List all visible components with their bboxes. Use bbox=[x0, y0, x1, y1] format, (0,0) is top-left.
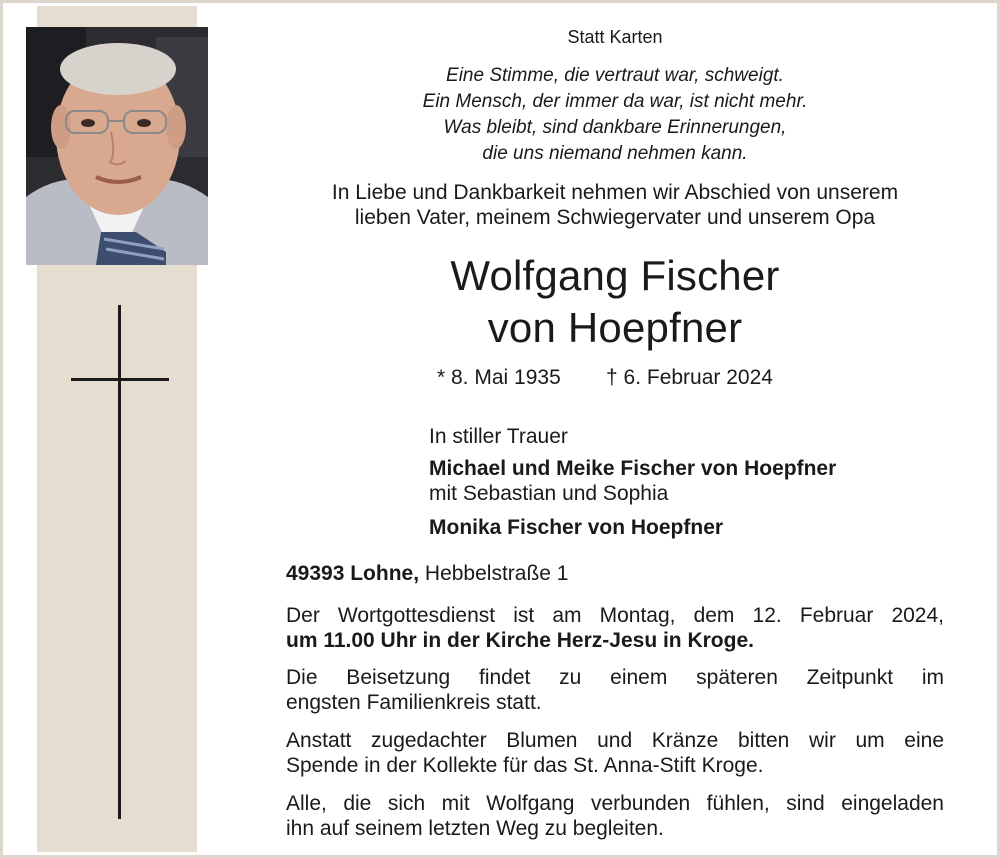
mourners-intro: In stiller Trauer bbox=[429, 425, 568, 448]
burial-line: engsten Familienkreis statt. bbox=[286, 691, 542, 714]
poem-line: Eine Stimme, die vertraut war, schweigt. bbox=[446, 65, 784, 86]
poem-line: Was bleibt, sind dankbare Erinnerungen, bbox=[443, 117, 787, 138]
poem-line: Ein Mensch, der immer da war, ist nicht mehr. bbox=[422, 91, 808, 112]
address bbox=[286, 561, 568, 586]
address-street: Hebbelstraße 1 bbox=[424, 562, 569, 585]
statt-karten: Statt Karten bbox=[567, 27, 663, 47]
birth-date: * 8. Mai 1935 bbox=[437, 366, 561, 389]
donation-line: Spende in der Kollekte für das St. Anna-Stift Kroge. bbox=[286, 754, 764, 777]
service-line: Der Wortgottesdienst ist am Montag, dem 12. Februar 2024, bbox=[286, 604, 944, 627]
intro-line: In Liebe und Dankbarkeit nehmen wir Abschied von unserem bbox=[331, 181, 899, 204]
intro-line: lieben Vater, meinem Schwiegervater und unserem Opa bbox=[354, 206, 876, 229]
cross-vertical bbox=[118, 305, 121, 819]
closing-line: Alle, die sich mit Wolfgang verbunden fühlen, sind eingeladen bbox=[286, 792, 944, 815]
cross-horizontal bbox=[71, 378, 169, 381]
death-date: † 6. Februar 2024 bbox=[606, 366, 773, 389]
address-city: 49393 Lohne, bbox=[286, 562, 420, 585]
mourner-family-sub: mit Sebastian und Sophia bbox=[429, 482, 669, 505]
deceased-name: Wolfgang Fischer bbox=[450, 252, 780, 299]
closing-line: ihn auf seinem letzten Weg zu begleiten. bbox=[286, 817, 664, 840]
poem-line: die uns niemand nehmen kann. bbox=[482, 143, 748, 164]
mourner-family: Michael und Meike Fischer von Hoepfner bbox=[429, 457, 837, 480]
burial-line: Die Beisetzung findet zu einem späteren Zeitpunkt im bbox=[286, 666, 944, 689]
portrait-photo bbox=[26, 27, 208, 265]
deceased-name-suffix: von Hoepfner bbox=[487, 304, 743, 351]
mourner-family: Monika Fischer von Hoepfner bbox=[429, 516, 724, 539]
donation-line: Anstatt zugedachter Blumen und Kränze bitten wir um eine bbox=[286, 729, 944, 752]
service-time: um 11.00 Uhr in der Kirche Herz-Jesu in Kroge. bbox=[286, 629, 754, 652]
